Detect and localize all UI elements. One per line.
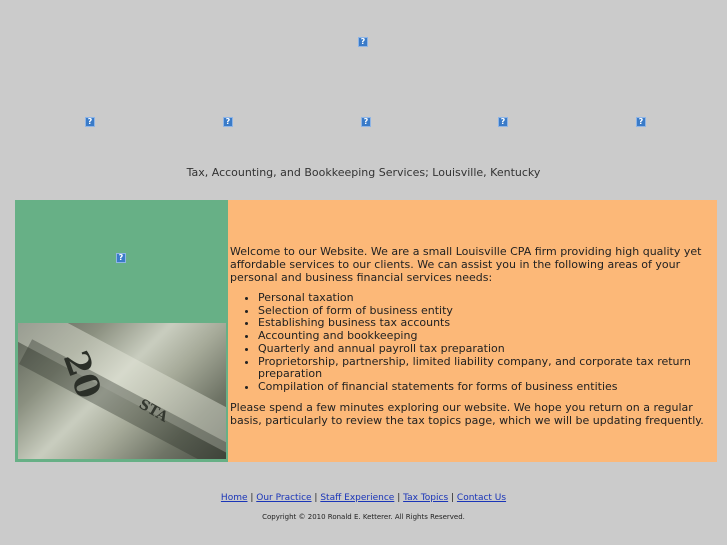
list-item: • Accounting and bookkeeping [258, 330, 710, 343]
list-item: • Selection of form of business entity [258, 305, 710, 318]
nav-image-1[interactable] [85, 117, 95, 127]
site-tagline: Tax, Accounting, and Bookkeeping Services; Louisville, Kentucky [186, 166, 541, 179]
main-content-box [15, 200, 717, 462]
broken-image-icon: ? [225, 117, 231, 126]
nav-image-2[interactable] [223, 117, 233, 127]
footer-link-staff-experience[interactable]: Staff Experience [320, 493, 395, 503]
list-item: • Compilation of financial statements for forms of business entities [258, 381, 710, 394]
broken-image-icon: ? [118, 253, 124, 262]
list-item: • Proprietorship, partnership, limited liability company, and corporate tax return preparation [258, 356, 710, 381]
footer-separator: | [247, 493, 257, 503]
list-item: • Personal taxation [258, 292, 710, 305]
copyright-notice: Copyright © 2010 Ronald E. Ketterer. All Rights Reserved. [262, 513, 465, 521]
list-item: • Establishing business tax accounts [258, 317, 710, 330]
sidebar-panel [15, 200, 228, 462]
bill-denomination: 20 [54, 345, 109, 405]
footer-link-tax-topics[interactable]: Tax Topics [403, 493, 449, 503]
nav-image-5[interactable] [636, 117, 646, 127]
footer-separator: | [394, 493, 404, 503]
content-panel [228, 200, 717, 462]
footer-separator: | [448, 493, 457, 503]
broken-image-icon: ? [638, 117, 644, 126]
sidebar-image [116, 253, 126, 263]
broken-image-icon: ? [363, 117, 369, 126]
services-list [230, 292, 710, 394]
bill-caption: STA [136, 396, 171, 426]
footer-nav [0, 493, 727, 503]
broken-image-icon: ? [500, 117, 506, 126]
footer-link-home[interactable]: Home [220, 493, 248, 503]
nav-image-4[interactable] [498, 117, 508, 127]
broken-image-icon: ? [360, 37, 366, 46]
nav-image-3[interactable] [361, 117, 371, 127]
content-body [230, 245, 710, 427]
money-photo [18, 323, 226, 459]
closing-paragraph: Please spend a few minutes exploring our website. We hope you return on a regular basis, particularly to review the tax topics page, which we will be updating frequently. [230, 400, 704, 427]
intro-paragraph: Welcome to our Website. We are a small Louisville CPA firm providing high quality yet affordable services to our clients. We can assist you in the following areas of your personal and business financial services needs: [230, 245, 702, 284]
footer-link-our-practice[interactable]: Our Practice [256, 493, 312, 503]
footer-link-contact-us[interactable]: Contact Us [456, 493, 507, 503]
logo-image [358, 37, 368, 47]
footer-separator: | [311, 493, 321, 503]
list-item: • Quarterly and annual payroll tax preparation [258, 343, 710, 356]
broken-image-icon: ? [87, 117, 93, 126]
